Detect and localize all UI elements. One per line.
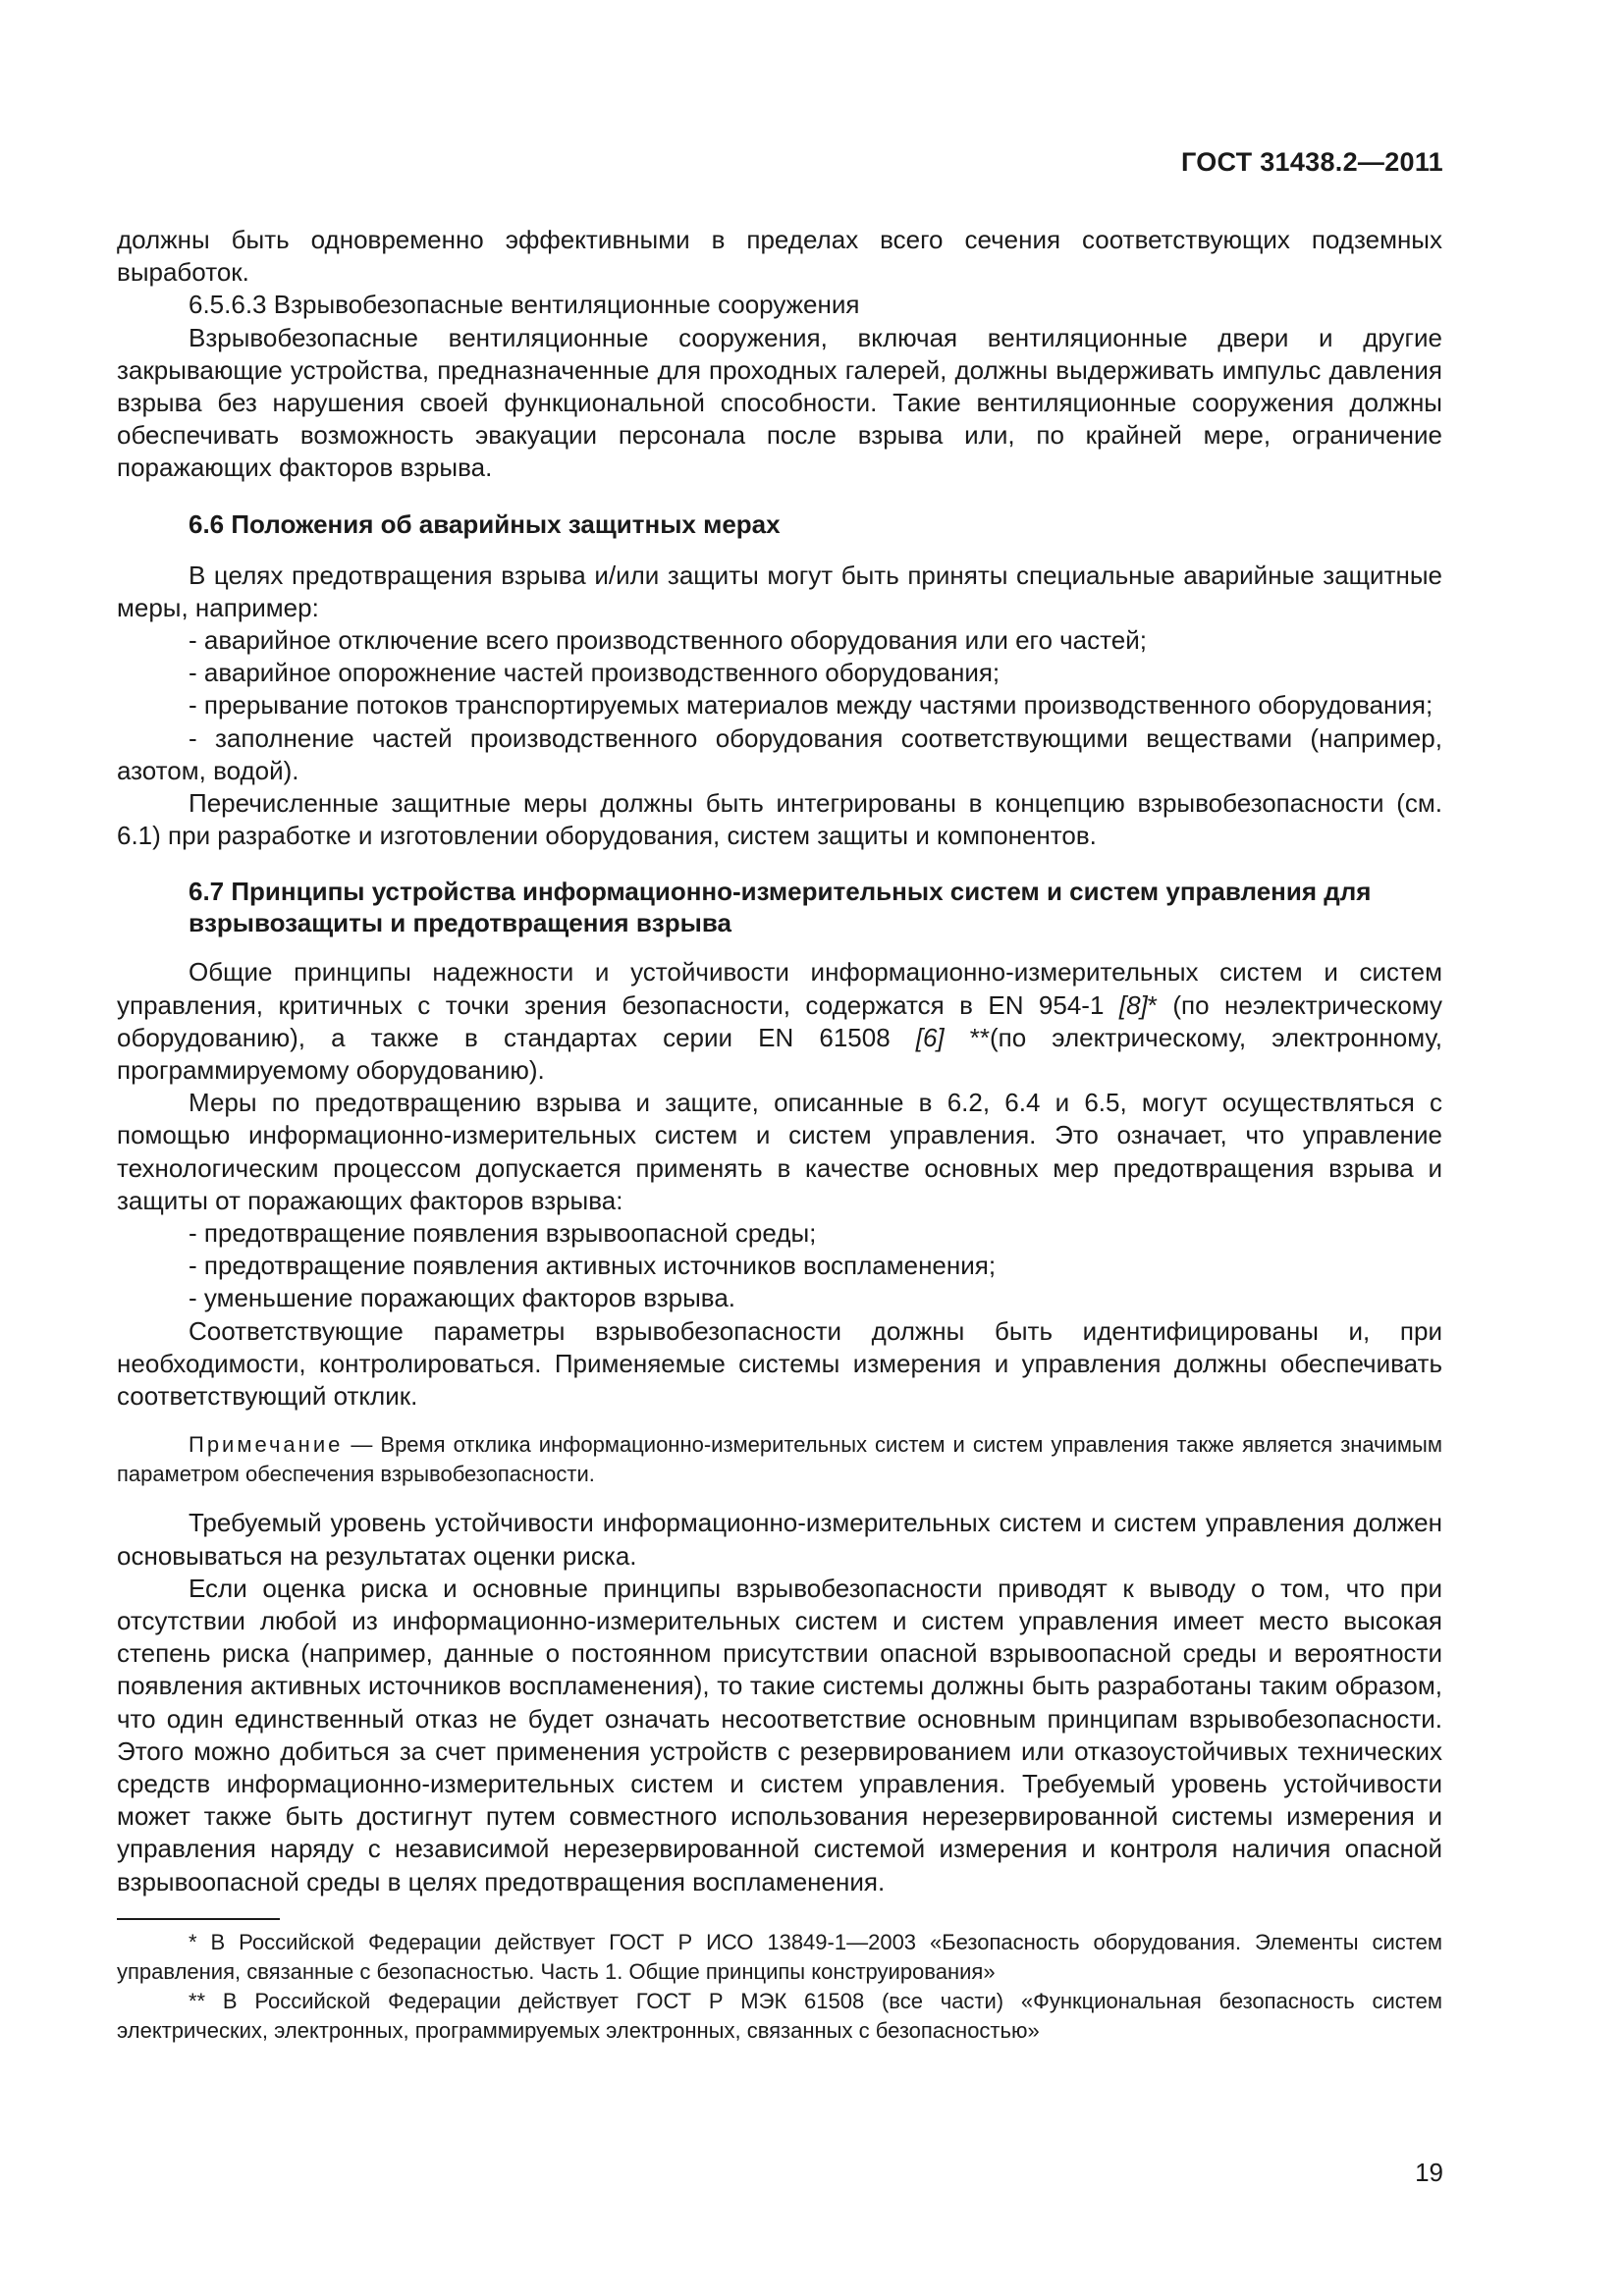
paragraph: Если оценка риска и основные принципы взрывобезопасности приводят к выводу о том, что при отсутствии любой из информационно-измерительных систем и систем управления имеет место высокая степень риска (например, данные о постоянном присутствии опасной взрывоопасной среды и вероятности появления активных источников воспламенения), то такие системы должны быть разработаны таким образом, что один единственный отказ не будет означать несоответствие основным принципам взрывобезопасности. Этого можно добиться за счет применения устройств с резервированием или отказоустойчивых технических средств информационно-измерительных систем и систем управления. Требуемый уровень устойчивости может также быть достигнут путем совместного использования нерезервированной системы измерения и управления наряду с независимой нерезервированной системой измерения и контроля наличия опасной взрывоопасной среды в целях предотвращения воспламенения.	[117, 1573, 1442, 1896]
paragraph: В целях предотвращения взрыва и/или защиты могут быть приняты специальные аварийные защитные меры, например:	[117, 560, 1442, 622]
paragraph	[117, 956, 1442, 1087]
document-header: ГОСТ 31438.2—2011	[1180, 147, 1443, 177]
list-item: - предотвращение появления взрывоопасной среды;	[189, 1218, 817, 1249]
list-item: - заполнение частей производственного оборудования соответствующими веществами (например, азотом, водой).	[117, 722, 1442, 785]
list-item: - предотвращение появления активных источников воспламенения;	[189, 1251, 997, 1281]
list-item: - уменьшение поражающих факторов взрыва.	[189, 1283, 736, 1313]
subsection-title: 6.5.6.3 Взрывобезопасные вентиляционные сооружения	[189, 290, 860, 320]
text-run: **(по электрическому, электронному, программируемому оборудованию).	[117, 1022, 1442, 1086]
bibliography-ref: [6]	[915, 1022, 945, 1052]
note	[117, 1430, 1442, 1489]
page-body	[117, 224, 1442, 2046]
page-number: 19	[1415, 2158, 1443, 2187]
paragraph: должны быть одновременно эффективными в пределах всего сечения соответствующих подземных выработок.	[117, 225, 1442, 288]
paragraph: Взрывобезопасные вентиляционные сооружения, включая вентиляционные двери и другие закрывающие устройства, предназначенные для проходных галерей, должны выдерживать импульс давления взрыва без нарушения своей функциональной способности. Такие вентиляционные сооружения должны обеспечивать возможность эвакуации персонала после взрыва или, по крайней мере, ограничение поражающих факторов взрыва.	[117, 322, 1442, 483]
note-label: Примечание	[189, 1432, 344, 1458]
footnote: ** В Российской Федерации действует ГОСТ Р МЭК 61508 (все части) «Функциональная безопасность систем электрических, электронных, программируемых электронных, связанных с безопасностью»	[117, 1988, 1442, 2043]
bibliography-ref: [8]	[1118, 989, 1148, 1020]
text-run: * (по неэлектрическому оборудованию), а также в стандартах серии EN 61508	[117, 989, 1443, 1052]
list-item: - аварийное опорожнение частей производственного оборудования;	[189, 658, 1001, 688]
footnote: * В Российской Федерации действует ГОСТ Р ИСО 13849-1—2003 «Безопасность оборудования. Элементы систем управления, связанные с безопасностью. Часть 1. Общие принципы конструирования»	[117, 1929, 1442, 1984]
section-heading-6-7: 6.7 Принципы устройства информационно-измерительных систем и систем управления для взрывозащиты и предотвращения взрыва	[189, 877, 1372, 938]
note-text: — Время отклика информационно-измерительных систем и систем управления также является значимым параметром обеспечения взрывобезопасности.	[117, 1432, 1442, 1487]
paragraph: Соответствующие параметры взрывобезопасности должны быть идентифицированы и, при необходимости, контролироваться. Применяемые системы измерения и управления должны обеспечивать соответствующий отклик.	[117, 1315, 1442, 1412]
paragraph: Перечисленные защитные меры должны быть интегрированы в концепцию взрывобезопасности (см. 6.1) при разработке и изготовлении оборудования, систем защиты и компонентов.	[117, 788, 1442, 851]
paragraph: Меры по предотвращению взрыва и защите, описанные в 6.2, 6.4 и 6.5, могут осуществляться с помощью информационно-измерительных систем и систем управления. Это означает, что управление технологическим процессом допускается применять в качестве основных мер предотвращения взрыва и защиты от поражающих факторов взрыва:	[117, 1088, 1442, 1215]
section-heading-6-6: 6.6 Положения об аварийных защитных мерах	[189, 508, 781, 539]
text-run: Общие принципы надежности и устойчивости информационно-измерительных систем и систем управления, критичных с точки зрения безопасности, содержатся в EN 954-1	[117, 957, 1442, 1020]
footnote-divider	[117, 1918, 280, 1920]
list-item: - прерывание потоков транспортируемых материалов между частями производственного оборудования;	[189, 690, 1434, 721]
paragraph: Требуемый уровень устойчивости информационно-измерительных систем и систем управления должен основываться на результатах оценки риска.	[117, 1508, 1442, 1571]
list-item: - аварийное отключение всего производственного оборудования или его частей;	[189, 625, 1147, 656]
